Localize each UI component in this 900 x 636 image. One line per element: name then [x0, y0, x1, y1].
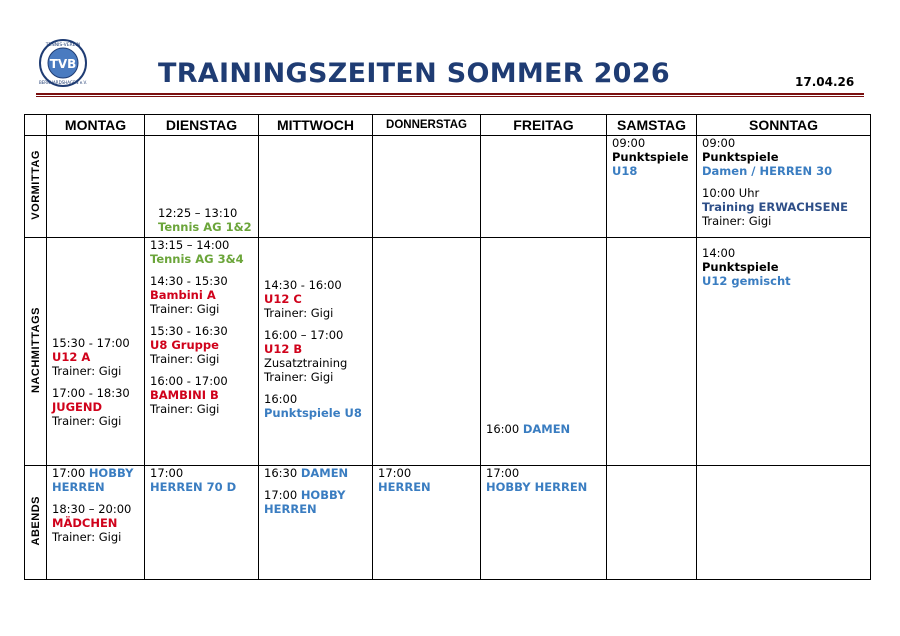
cell-ab-mittwoch: [259, 466, 373, 580]
day-header: MITTWOCH: [259, 115, 373, 136]
svg-text:TENNIS-VEREIN: TENNIS-VEREIN: [45, 43, 81, 48]
time-text: 17:00: [264, 488, 298, 502]
time-text: 16:00 – 17:00: [264, 328, 344, 342]
time-text: 17:00: [52, 466, 86, 480]
team-name: HERREN: [378, 480, 431, 494]
time-text: 16:00 - 17:00: [150, 374, 228, 388]
svg-text:TVB: TVB: [49, 57, 77, 71]
time-text: 16:00: [264, 392, 298, 406]
group-name: JUGEND: [52, 400, 103, 414]
time-text: 09:00: [702, 136, 736, 150]
row-vormittag: [25, 136, 871, 238]
row-label: VORMITTAG: [25, 136, 47, 238]
team-name: HOBBY: [88, 466, 134, 480]
group-name: Bambini A: [150, 288, 216, 302]
day-header: SAMSTAG: [607, 115, 697, 136]
group-name: U12 C: [264, 292, 302, 306]
cell-ab-donnerstag: [373, 466, 481, 580]
team-name: HERREN 70 D: [150, 480, 237, 494]
time-text: 14:30 - 15:30: [150, 274, 228, 288]
day-header: DONNERSTAG: [373, 115, 481, 136]
day-header: FREITAG: [481, 115, 607, 136]
group-name: Tennis AG 3&4: [150, 252, 244, 266]
trainer-text: Trainer: Gigi: [150, 302, 220, 316]
cell-nm-montag: [47, 238, 145, 466]
cell-ab-samstag: [607, 466, 697, 580]
cell-vm-sonntag: [697, 136, 871, 238]
team-name: Damen / HERREN 30: [702, 164, 833, 178]
svg-text:BERNHARDSHAGEN e.V.: BERNHARDSHAGEN e.V.: [39, 80, 87, 85]
cell-nm-mittwoch: [259, 238, 373, 466]
header-rule: [36, 93, 864, 95]
row-abends: [25, 466, 871, 580]
extra-text: Zusatztraining: [264, 356, 348, 370]
row-label: NACHMITTAGS: [25, 238, 47, 466]
time-text: 10:00 Uhr: [702, 186, 760, 200]
event-type: Punktspiele: [702, 260, 779, 274]
cell-vm-mittwoch: [259, 136, 373, 238]
trainer-text: Trainer: Gigi: [702, 214, 772, 228]
time-text: 13:15 – 14:00: [150, 238, 230, 252]
team-name: HOBBY HERREN: [486, 480, 588, 494]
group-name: MÄDCHEN: [52, 516, 118, 530]
row-nachmittags: [25, 238, 871, 466]
cell-ab-freitag: [481, 466, 607, 580]
trainer-text: Trainer: Gigi: [264, 306, 334, 320]
trainer-text: Trainer: Gigi: [264, 370, 334, 384]
day-header: SONNTAG: [697, 115, 871, 136]
trainer-text: Trainer: Gigi: [52, 364, 122, 378]
cell-ab-dienstag: [145, 466, 259, 580]
cell-nm-sonntag: [697, 238, 871, 466]
cell-nm-donnerstag: [373, 238, 481, 466]
time-text: 16:30: [264, 466, 298, 480]
page-title: TRAININGSZEITEN SOMMER 2026: [158, 58, 670, 89]
team-name: HERREN: [264, 502, 317, 516]
cell-nm-samstag: [607, 238, 697, 466]
cell-vm-dienstag: [145, 136, 259, 238]
group-name: U12 A: [52, 350, 91, 364]
event-type: Punktspiele: [702, 150, 779, 164]
team-name: U18: [612, 164, 638, 178]
team-name: Punktspiele U8: [264, 406, 362, 420]
time-text: 14:30 - 16:00: [264, 278, 342, 292]
trainer-text: Trainer: Gigi: [52, 530, 122, 544]
day-header: MONTAG: [47, 115, 145, 136]
club-logo: [38, 38, 88, 88]
header-rule-thin: [36, 96, 864, 97]
cell-nm-dienstag: [145, 238, 259, 466]
document-date: 17.04.26: [795, 75, 855, 89]
time-text: 16:00: [486, 422, 520, 436]
trainer-text: Trainer: Gigi: [150, 402, 220, 416]
time-text: 15:30 - 16:30: [150, 324, 228, 338]
day-header: DIENSTAG: [145, 115, 259, 136]
cell-nm-freitag: [481, 238, 607, 466]
corner-cell: [25, 115, 47, 136]
team-name: DAMEN: [522, 422, 571, 436]
trainer-text: Trainer: Gigi: [52, 414, 122, 428]
time-text: 14:00: [702, 246, 736, 260]
cell-vm-montag: [47, 136, 145, 238]
time-text: 17:00: [150, 466, 184, 480]
schedule-table: [24, 114, 871, 580]
time-text: 17:00: [486, 466, 520, 480]
group-name: BAMBINI B: [150, 388, 219, 402]
time-text: 17:00 - 18:30: [52, 386, 130, 400]
cell-vm-freitag: [481, 136, 607, 238]
time-text: 15:30 - 17:00: [52, 336, 130, 350]
event-type: Punktspiele: [612, 150, 689, 164]
time-text: 17:00: [378, 466, 412, 480]
team-name: HOBBY: [300, 488, 346, 502]
group-name: U12 B: [264, 342, 303, 356]
time-text: 09:00: [612, 136, 646, 150]
team-name: U12 gemischt: [702, 274, 791, 288]
cell-vm-donnerstag: [373, 136, 481, 238]
row-label: ABENDS: [25, 466, 47, 580]
time-text: 12:25 – 13:10: [158, 206, 238, 220]
time-text: 18:30 – 20:00: [52, 502, 132, 516]
cell-ab-montag: [47, 466, 145, 580]
group-name: Tennis AG 1&2: [158, 220, 252, 234]
group-name: Training ERWACHSENE: [702, 200, 848, 214]
group-name: U8 Gruppe: [150, 338, 219, 352]
header-row: [25, 115, 871, 136]
cell-vm-samstag: [607, 136, 697, 238]
trainer-text: Trainer: Gigi: [150, 352, 220, 366]
team-name: HERREN: [52, 480, 105, 494]
team-name: DAMEN: [300, 466, 349, 480]
cell-ab-sonntag: [697, 466, 871, 580]
